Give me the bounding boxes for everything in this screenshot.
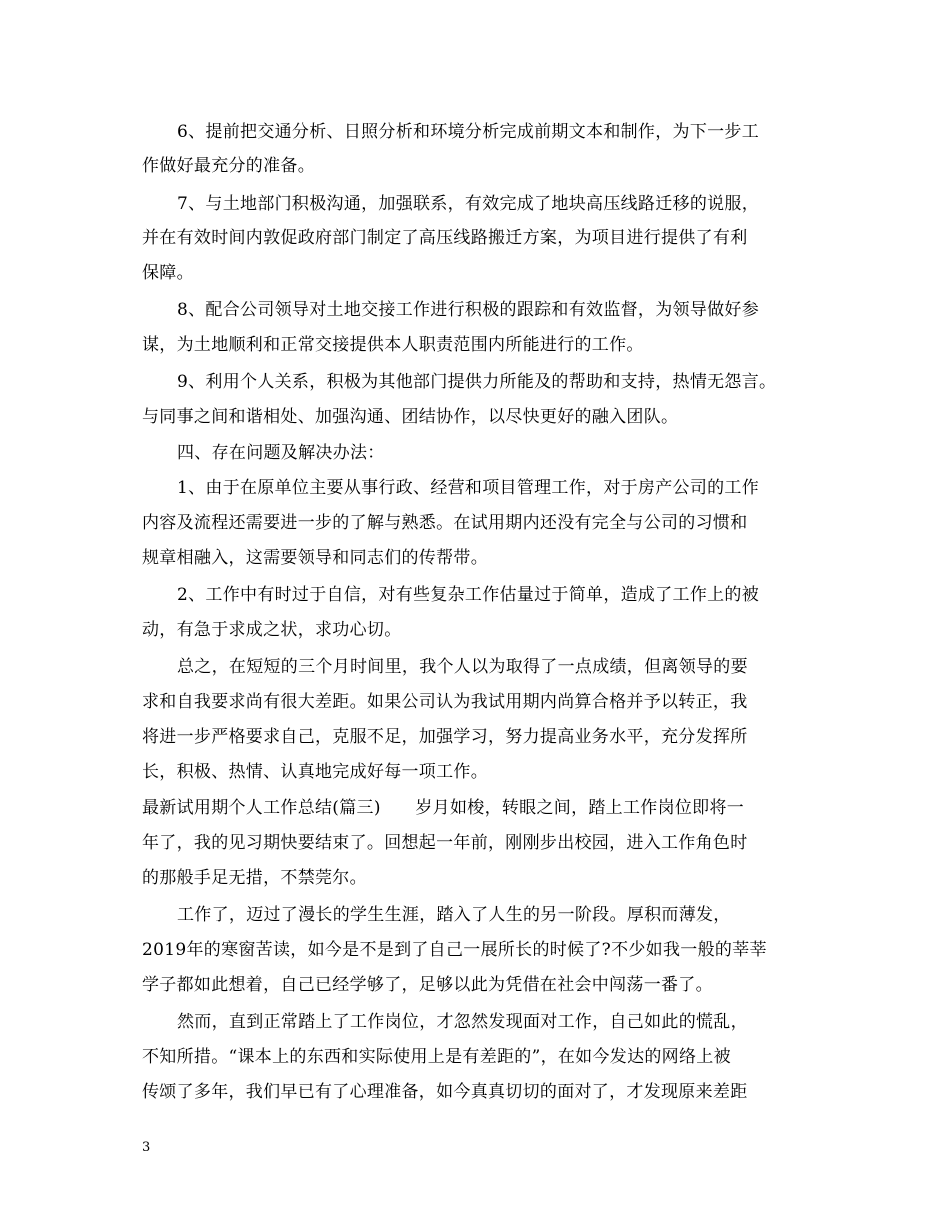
text-line: 工作了，迈过了漫长的学生生涯，踏入了人生的另一阶段。厚积而薄发， [177, 905, 731, 925]
text-line: 求和自我要求尚有很大差距。如果公司认为我试用期内尚算合格并予以转正，我 [142, 692, 748, 712]
text-line: 的那般手足无措，不禁莞尔。 [142, 868, 367, 888]
text-line: 年了，我的见习期快要结束了。回想起一年前，刚刚步出校园，进入工作角色时 [142, 833, 748, 853]
text-line: 将进一步严格要求自己，克服不足，加强学习，努力提高业务水平，充分发挥所 [142, 727, 748, 747]
section-heading: 四、存在问题及解决办法： [177, 443, 385, 463]
text-line: 并在有效时间内敦促政府部门制定了高压线路搬迁方案，为项目进行提供了有利 [142, 228, 748, 248]
text-line: 然而，直到正常踏上了工作岗位，才忽然发现面对工作，自己如此的慌乱， [177, 1012, 748, 1032]
text-line: 传颂了多年，我们早已有了心理准备，如今真真切切的面对了，才发现原来差距 [142, 1082, 748, 1102]
text-line: 作做好最充分的准备。 [142, 156, 315, 176]
text-line: 2019年的寒窗苦读，如今是不是到了自己一展所长的时候了?不少如我一般的莘莘 [142, 940, 767, 960]
text-line: 最新试用期个人工作总结(篇三) 岁月如梭，转眼之间，踏上工作岗位即将一 [142, 798, 745, 818]
text-line: 8、配合公司领导对土地交接工作进行积极的跟踪和有效监督，为领导做好参 [177, 300, 760, 320]
text-line: 2、工作中有时过于自信，对有些复杂工作估量过于简单，造成了工作上的被 [177, 585, 760, 605]
text-line: 不知所措。“课本上的东西和实际使用上是有差距的”，在如今发达的网络上被 [142, 1047, 731, 1067]
text-line: 学子都如此想着，自己已经学够了，足够以此为凭借在社会中闯荡一番了。 [142, 975, 713, 995]
text-line: 9、利用个人关系，积极为其他部门提供力所能及的帮助和支持，热情无怨言。 [177, 372, 777, 392]
text-line: 7、与土地部门积极沟通，加强联系，有效完成了地块高压线路迁移的说服， [177, 194, 760, 214]
text-line: 1、由于在原单位主要从事行政、经营和项目管理工作，对于房产公司的工作 [177, 478, 760, 498]
page-number: 3 [142, 1140, 151, 1155]
text-line: 内容及流程还需要进一步的了解与熟悉。在试用期内还没有完全与公司的习惯和 [142, 513, 748, 533]
text-line: 与同事之间和谐相处、加强沟通、团结协作，以尽快更好的融入团队。 [142, 407, 679, 427]
text-line: 动，有急于求成之状，求功心切。 [142, 620, 402, 640]
text-line: 6、提前把交通分析、日照分析和环境分析完成前期文本和制作，为下一步工 [177, 122, 760, 142]
text-line: 长，积极、热情、认真地完成好每一项工作。 [142, 762, 488, 782]
text-line: 总之，在短短的三个月时间里，我个人以为取得了一点成绩，但离领导的要 [177, 657, 748, 677]
text-line: 规章相融入，这需要领导和同志们的传帮带。 [142, 548, 488, 568]
text-line: 保障。 [142, 263, 194, 283]
text-line: 谋，为土地顺利和正常交接提供本人职责范围内所能进行的工作。 [142, 335, 644, 355]
